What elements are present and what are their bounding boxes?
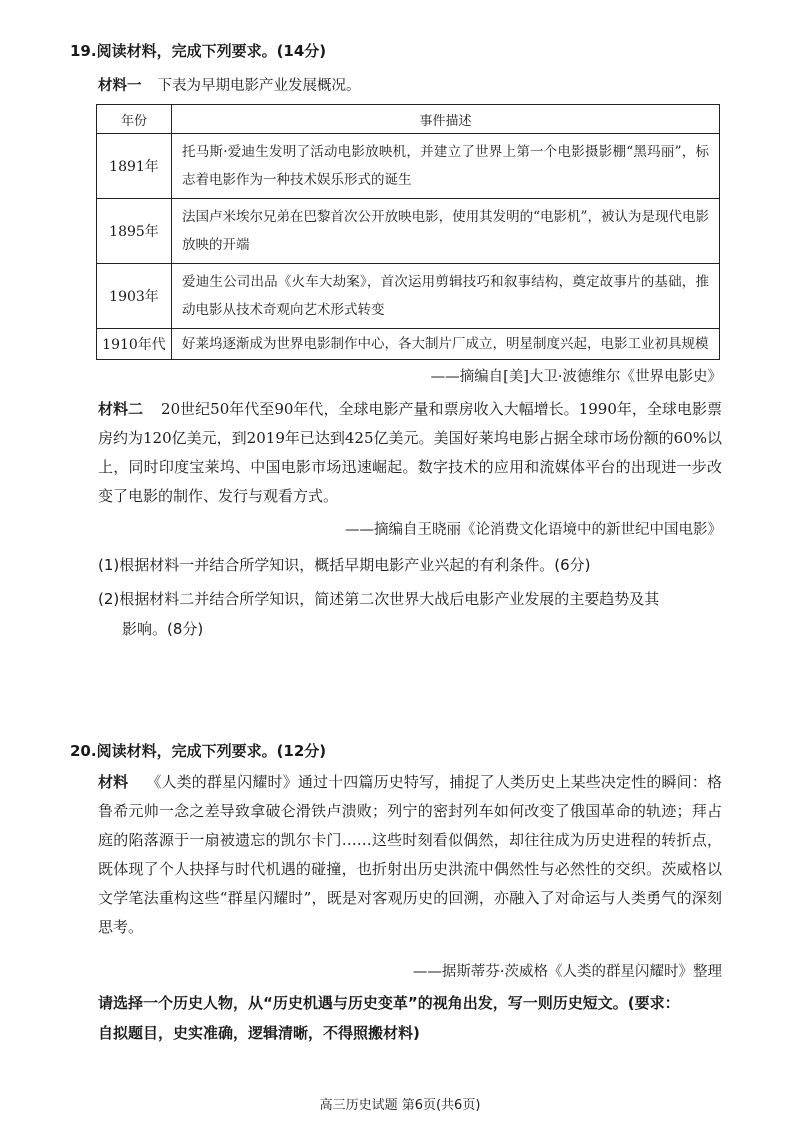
material-1-intro: 下表为早期电影产业发展概况。 [157, 78, 361, 94]
table-row [97, 199, 720, 264]
material-1-label: 材料一 [98, 77, 142, 94]
material-2-source: ——摘编自王晓丽《论消费文化语境中的新世纪中国电影》 [345, 522, 722, 538]
material-q20-text: 《人类的群星闪耀时》通过十四篇历史特写，捕捉了人类历史上某些决定性的瞬间：格鲁希元帅一念之差导致拿破仑滑铁卢溃败；列宁的密封列车如何改变了俄国革命的轨迹；拜占庭的陷落源于一扇被遗忘的凯尔卡门……这些时刻看似偶然，却往往成为历史进程的转折点，既体现了个人抉择与时代机遇的碰撞，也折射出历史洪流中偶然性与必然性的交织。茨威格以文学笔法重构这些“群星闪耀时”，既是对客观历史的回溯，亦融入了对命运与人类勇气的深刻思考。 [98, 773, 722, 936]
material-2-label: 材料二 [98, 400, 144, 418]
table-header-row [97, 105, 720, 134]
table-row [97, 329, 720, 360]
page-footer: 高三历史试题 第6页(共6页) [319, 1098, 481, 1113]
table-row [97, 134, 720, 199]
question-19-title: 19.阅读材料，完成下列要求。(14分) [70, 42, 327, 60]
q20-task-line-1: 请选择一个历史人物，从“历史机遇与历史变革”的视角出发，写一则历史短文。(要求： [98, 994, 680, 1012]
row-year: 1895年 [97, 199, 172, 264]
material-1-source: ——摘编自[美]大卫·波德维尔《世界电影史》 [430, 369, 722, 385]
material-2 [98, 395, 722, 511]
sub-question-2-line-2: 影响。(8分) [122, 620, 204, 638]
header-event: 事件描述 [172, 105, 720, 134]
row-description: 好莱坞逐渐成为世界电影制作中心，各大制片厂成立，明星制度兴起，电影工业初具规模 [172, 329, 720, 360]
material-2-text: 20世纪50年代至90年代，全球电影产量和票房收入大幅增长。1990年，全球电影票房约为120亿美元，到2019年已达到425亿美元。美国好莱坞电影占据全球市场份额的60%以上，同时印度宝莱坞、中国电影市场迅速崛起。数字技术的应用和流媒体平台的出现进一步改变了电影的制作、发行与观看方式。 [98, 400, 722, 505]
film-history-table [96, 104, 720, 360]
row-description: 爱迪生公司出品《火车大劫案》，首次运用剪辑技巧和叙事结构，奠定故事片的基础，推动电影从技术奇观向艺术形式转变 [172, 264, 720, 329]
row-year: 1910年代 [97, 329, 172, 360]
sub-question-1: (1)根据材料一并结合所学知识，概括早期电影产业兴起的有利条件。(6分) [98, 556, 591, 574]
material-q20 [98, 768, 722, 942]
q20-task [98, 988, 728, 1048]
row-year: 1891年 [97, 134, 172, 199]
material-q20-source: ——据斯蒂芬·茨威格《人类的群星闪耀时》整理 [412, 964, 722, 980]
sub-question-2-line-1: (2)根据材料二并结合所学知识，简述第二次世界大战后电影产业发展的主要趋势及其 [98, 590, 660, 608]
row-year: 1903年 [97, 264, 172, 329]
table-row [97, 264, 720, 329]
row-description: 法国卢米埃尔兄弟在巴黎首次公开放映电影，使用其发明的“电影机”，被认为是现代电影放映的开端 [172, 199, 720, 264]
material-1-heading [98, 74, 361, 95]
question-20-title: 20.阅读材料，完成下列要求。(12分) [70, 742, 327, 760]
q20-task-line-2: 自拟题目，史实准确，逻辑清晰，不得照搬材料) [98, 1024, 420, 1042]
sub-question-2 [98, 584, 728, 644]
row-description: 托马斯·爱迪生发明了活动电影放映机，并建立了世界上第一个电影摄影棚“黑玛丽”，标志着电影作为一种技术娱乐形式的诞生 [172, 134, 720, 199]
header-year: 年份 [97, 105, 172, 134]
material-q20-label: 材料 [98, 773, 129, 791]
